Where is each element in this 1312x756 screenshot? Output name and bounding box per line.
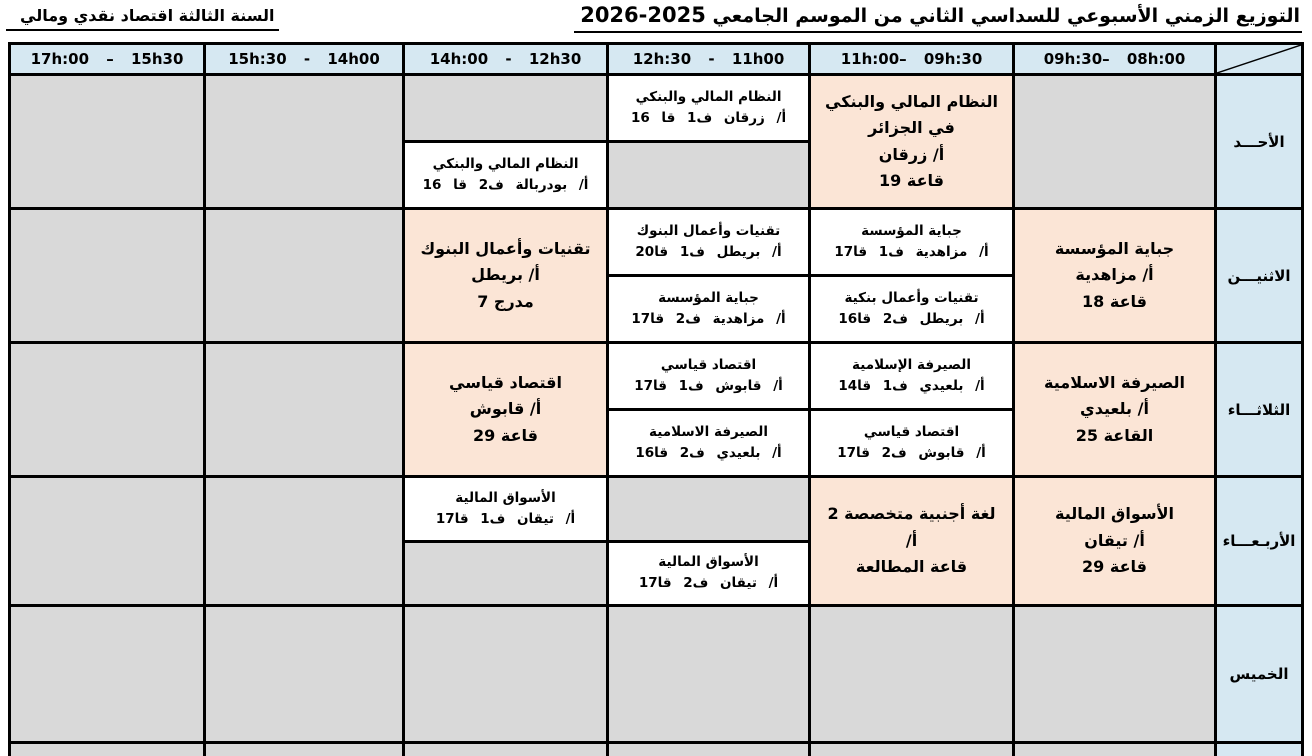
- course-detail: أ/ قابوش ف1 قا17: [634, 378, 783, 394]
- split-slot-cell: [609, 210, 808, 341]
- day-name-cell: الثلاثـــاء: [1217, 344, 1301, 475]
- course-detail: أ/ تيقان ف1 قا17: [435, 510, 576, 527]
- course-name: الصيرفة الاسلامية: [649, 424, 768, 441]
- session-subcell: [609, 543, 808, 605]
- header-time-cell-6: [1015, 45, 1214, 73]
- course-detail: أ/ زرقان ف1 قا 16: [630, 110, 787, 126]
- course-label: [6, 6, 279, 31]
- split-slot-cell: [811, 210, 1012, 341]
- split-slot-cell: [609, 76, 808, 207]
- partial-row-cell: [11, 744, 203, 756]
- room-label: قاعة 29: [473, 425, 538, 445]
- course-detail: أ/ مزاهدية ف1 قا17: [834, 244, 989, 260]
- time-slot-label: 15h:30 - 14h00: [228, 50, 380, 68]
- empty-subcell: [609, 478, 808, 540]
- course-detail: أ/ بلعيدي ف2 قا16: [635, 445, 782, 461]
- partial-row-cell: [405, 744, 606, 756]
- course-name: تقنيات وأعمال البنوك: [420, 238, 591, 258]
- empty-subcell: [405, 76, 606, 140]
- empty-slot-cell: [405, 607, 606, 741]
- session-subcell: [609, 76, 808, 140]
- empty-slot-cell: [206, 607, 402, 741]
- course-name: جباية المؤسسة: [658, 290, 759, 307]
- partial-row-cell: [609, 744, 808, 756]
- header-time-cell-1: [11, 45, 203, 73]
- course-name: النظام المالي والبنكي: [432, 156, 579, 173]
- session-cell: [811, 76, 1012, 207]
- empty-slot-cell: [11, 478, 203, 604]
- course-detail: أ/ بودربالة ف2 قا 16: [422, 177, 589, 193]
- day-name-cell: الخميس: [1217, 607, 1301, 741]
- empty-slot-cell: [811, 607, 1012, 741]
- session-subcell: [405, 143, 606, 207]
- empty-slot-cell: [206, 478, 402, 604]
- course-name: الصيرفة الاسلامية: [1044, 372, 1185, 392]
- course-name: اقتصاد قياسي: [449, 372, 562, 392]
- course-name: جباية المؤسسة: [861, 223, 962, 240]
- course-name: الأسواق المالية: [455, 489, 556, 506]
- course-name: الأسواق المالية: [658, 554, 759, 571]
- time-slot-label: 12h:30 - 11h00: [632, 50, 785, 68]
- session-subcell: [811, 210, 1012, 274]
- partial-row-cell: [811, 744, 1012, 756]
- empty-slot-cell: [1015, 607, 1214, 741]
- course-name: تقنيات وأعمال البنوك: [636, 223, 781, 240]
- room-label: قاعة 18: [1082, 291, 1147, 311]
- course-name: تقنيات وأعمال بنكية: [844, 290, 979, 307]
- split-slot-cell: [609, 344, 808, 475]
- room-label: القاعة 25: [1075, 425, 1154, 445]
- teacher-name: أ/ بريطل: [471, 265, 540, 285]
- session-cell: [1015, 344, 1214, 475]
- session-cell: [1015, 210, 1214, 341]
- timetable-grid: [8, 42, 1304, 756]
- session-subcell: [609, 210, 808, 274]
- teacher-name: أ/ تيقان: [1084, 530, 1145, 550]
- partial-row-cell: [206, 744, 402, 756]
- top-bar: [0, 0, 1312, 42]
- course-name: لغة أجنبية متخصصة 2: [827, 504, 996, 524]
- session-cell: [811, 478, 1012, 604]
- empty-slot-cell: [11, 607, 203, 741]
- course-name: النظام المالي والبنكي في الجزائر: [825, 91, 998, 138]
- day-name-cell: الاثنيـــن: [1217, 210, 1301, 341]
- course-name: اقتصاد قياسي: [863, 424, 960, 441]
- session-subcell: [405, 478, 606, 540]
- course-name: الصيرفة الإسلامية: [852, 357, 971, 374]
- course-name: اقتصاد قياسي: [660, 357, 757, 374]
- empty-slot-cell: [11, 76, 203, 207]
- session-subcell: [609, 411, 808, 475]
- empty-slot-cell: [609, 607, 808, 741]
- empty-subcell: [405, 543, 606, 605]
- split-slot-cell: [811, 344, 1012, 475]
- academic-years: 2026-2025: [580, 3, 706, 27]
- page-title-text: التوزيع الزمني الأسبوعي للسداسي الثاني من الموسم الجامعي: [712, 5, 1300, 27]
- time-slot-label: 17h:00 – 15h30: [30, 50, 184, 68]
- page-title: [574, 3, 1302, 33]
- time-slot-label: 11h:00– 09h:30: [840, 50, 983, 68]
- empty-slot-cell: [206, 344, 402, 475]
- session-subcell: [811, 344, 1012, 408]
- day-name-cell: الأحـــد: [1217, 76, 1301, 207]
- teacher-name: أ/ قابوش: [469, 399, 542, 419]
- empty-subcell: [609, 143, 808, 207]
- room-label: قاعة 29: [1082, 557, 1147, 577]
- partial-row-cell: [1015, 744, 1214, 756]
- diagonal-line-icon: [1217, 45, 1301, 73]
- course-detail: أ/ قابوش ف2 قا17: [837, 445, 986, 461]
- session-cell: [405, 344, 606, 475]
- teacher-name: أ/ زرقان: [878, 144, 945, 164]
- session-subcell: [609, 344, 808, 408]
- course-name: جباية المؤسسة: [1054, 238, 1175, 258]
- course-name: الأسواق المالية: [1055, 504, 1174, 524]
- course-detail: أ/ بلعيدي ف1 قا14: [838, 378, 985, 394]
- session-subcell: [811, 277, 1012, 341]
- session-subcell: [811, 411, 1012, 475]
- empty-slot-cell: [206, 210, 402, 341]
- room-label: قاعة المطالعة: [855, 557, 968, 577]
- teacher-name: أ/: [905, 530, 918, 550]
- session-cell: [405, 210, 606, 341]
- partial-day-cell: [1217, 744, 1301, 756]
- room-label: قاعة 19: [879, 170, 944, 190]
- header-time-cell-4: [609, 45, 808, 73]
- empty-slot-cell: [206, 76, 402, 207]
- header-diagonal-cell: [1217, 45, 1301, 73]
- split-slot-cell: [405, 76, 606, 207]
- session-subcell: [609, 277, 808, 341]
- time-slot-label: 14h:00 - 12h30: [429, 50, 582, 68]
- header-time-cell-3: [405, 45, 606, 73]
- course-detail: أ/ بريطل ف1 قا20: [635, 244, 782, 260]
- empty-slot-cell: [1015, 76, 1214, 207]
- course-detail: أ/ تيقان ف2 قا17: [638, 575, 779, 592]
- teacher-name: أ/ بلعيدي: [1080, 399, 1149, 419]
- header-time-cell-5: [811, 45, 1012, 73]
- time-slot-label: 09h:30– 08h:00: [1043, 50, 1186, 68]
- day-name-cell: الأربـعـــاء: [1217, 478, 1301, 604]
- split-slot-cell: [405, 478, 606, 604]
- course-name: النظام المالي والبنكي: [635, 89, 782, 106]
- split-slot-cell: [609, 478, 808, 604]
- session-cell: [1015, 478, 1214, 604]
- course-detail: أ/ مزاهدية ف2 قا17: [631, 311, 786, 327]
- course-label-text: السنة الثالثة اقتصاد نقدي ومالي: [6, 6, 279, 31]
- empty-slot-cell: [11, 344, 203, 475]
- header-time-cell-2: [206, 45, 402, 73]
- course-detail: أ/ بريطل ف2 قا16: [838, 311, 985, 327]
- empty-slot-cell: [11, 210, 203, 341]
- teacher-name: أ/ مزاهدية: [1075, 265, 1154, 285]
- room-label: مدرج 7: [477, 291, 534, 311]
